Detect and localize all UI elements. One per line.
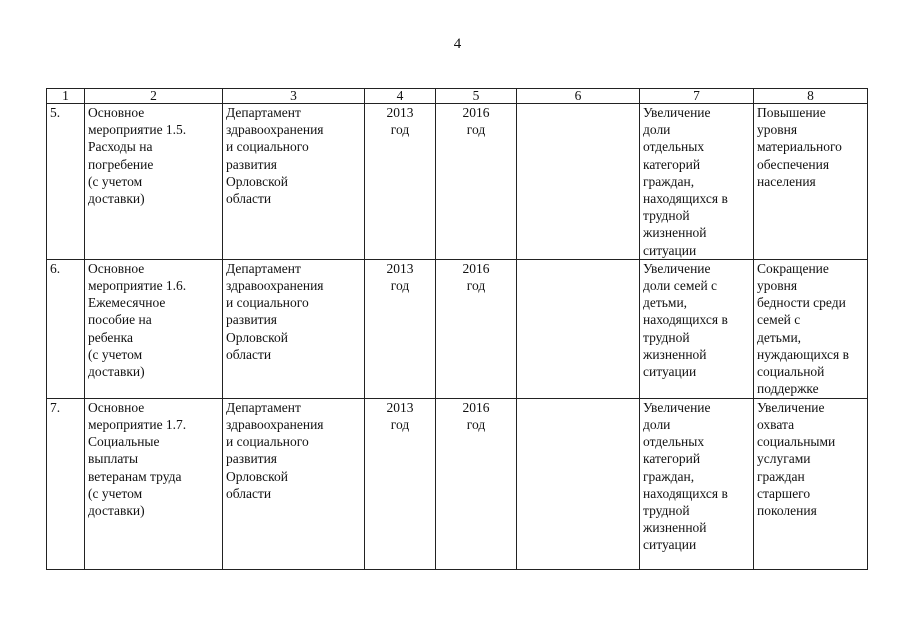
row-number: 7. (50, 399, 61, 415)
start-year-cell (365, 398, 436, 569)
executor-text: Департамент здравоохранения и социального развития Орловской области (226, 399, 324, 501)
header-cell: 2 (85, 89, 223, 104)
table-row (47, 259, 868, 398)
header-cell: 1 (47, 89, 85, 104)
indicator-cell (754, 104, 868, 260)
end-year-text: 2016 год (462, 260, 490, 294)
result-cell (640, 104, 754, 260)
end-year-cell (436, 398, 517, 569)
indicator-text: Увеличение охвата социальными услугами граждан старшего поколения (757, 399, 836, 519)
end-year-text: 2016 год (462, 399, 490, 433)
start-year-text: 2013 год (386, 399, 414, 433)
row-number-cell (47, 398, 85, 569)
measure-text: Основное мероприятие 1.6. Ежемесячное пособие на ребенка (с учетом доставки) (88, 260, 187, 380)
header-cell: 8 (754, 89, 868, 104)
empty-cell (517, 104, 640, 260)
executor-cell (223, 259, 365, 398)
start-year-cell (365, 104, 436, 260)
table-row (47, 398, 868, 569)
table-row (47, 104, 868, 260)
indicator-cell (754, 259, 868, 398)
program-measures-table (46, 88, 868, 570)
result-text: Увеличение доли отдельных категорий граждан, находящихся в трудной жизненной ситуации (643, 399, 728, 553)
empty-cell (517, 259, 640, 398)
result-text: Увеличение доли семей с детьми, находящихся в трудной жизненной ситуации (643, 260, 728, 380)
header-cell: 5 (436, 89, 517, 104)
header-cell: 7 (640, 89, 754, 104)
measure-cell (85, 398, 223, 569)
row-number-cell (47, 259, 85, 398)
executor-text: Департамент здравоохранения и социального развития Орловской области (226, 105, 324, 207)
header-cell: 6 (517, 89, 640, 104)
measure-text: Основное мероприятие 1.5. Расходы на погребение (с учетом доставки) (88, 105, 187, 207)
result-cell (640, 398, 754, 569)
start-year-text: 2013 год (386, 105, 414, 138)
page-number: 4 (453, 36, 462, 52)
row-number-cell (47, 104, 85, 260)
result-cell (640, 259, 754, 398)
empty-cell (517, 398, 640, 569)
header-cell: 4 (365, 89, 436, 104)
header-cell: 3 (223, 89, 365, 104)
executor-text: Департамент здравоохранения и социального развития Орловской области (226, 260, 324, 362)
header-row (47, 89, 868, 104)
result-text: Увеличение доли отдельных категорий граждан, находящихся в трудной жизненной ситуации (643, 105, 728, 258)
end-year-text: 2016 год (462, 105, 490, 138)
indicator-text: Сокращение уровня бедности среди семей с детьми, нуждающихся в социальной поддержке (757, 260, 850, 397)
row-number: 6. (50, 260, 61, 276)
start-year-cell (365, 259, 436, 398)
measure-text: Основное мероприятие 1.7. Социальные выплаты ветеранам труда (с учетом доставки) (88, 399, 187, 519)
indicator-text: Повышение уровня материального обеспечения населения (757, 105, 842, 189)
start-year-text: 2013 год (386, 260, 414, 294)
executor-cell (223, 104, 365, 260)
measure-cell (85, 259, 223, 398)
executor-cell (223, 398, 365, 569)
indicator-cell (754, 398, 868, 569)
end-year-cell (436, 104, 517, 260)
row-number: 5. (50, 105, 61, 120)
measure-cell (85, 104, 223, 260)
end-year-cell (436, 259, 517, 398)
